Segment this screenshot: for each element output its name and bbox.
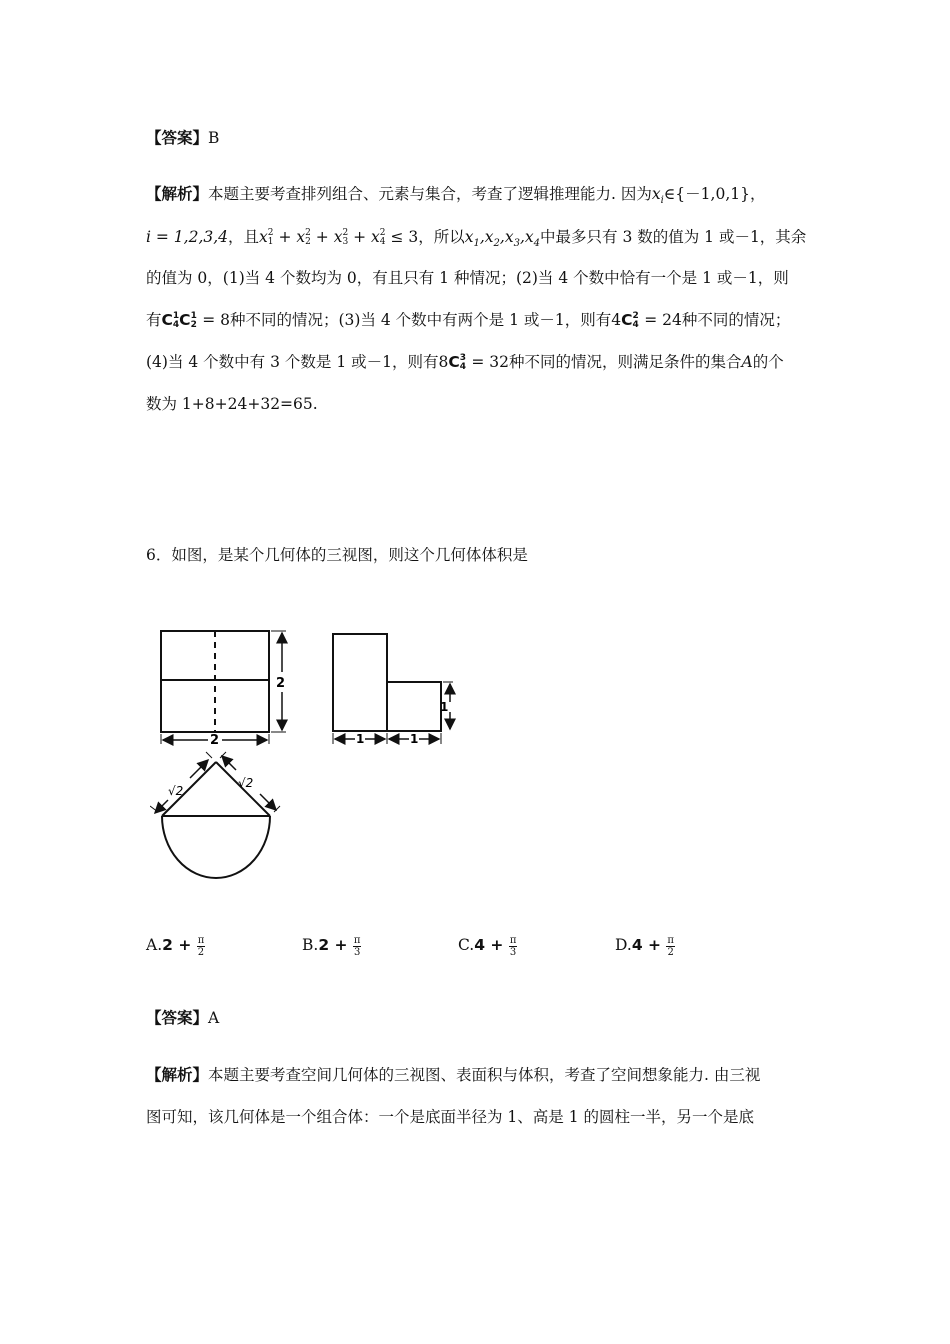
analysis-line-4: 有C 1 4 C 1 2 = 8种不同的情况；(3)当 4 个数中有两个是 1 或－1，则有4C 2 4 = 24种不同的情况；: [146, 310, 791, 330]
analysis-line-6: 数为 1+8+24+32=65.: [146, 395, 318, 413]
math-sum-squares: x 2 1 + x 2 2 + x 2 3 + x 2 4: [259, 228, 386, 247]
side-width-label-2: 1: [410, 732, 419, 746]
answer-value: A: [208, 1009, 220, 1027]
side-view: [333, 634, 453, 746]
math-combination-1: C 1 4 C 1 2: [161, 310, 197, 330]
choice-d[interactable]: D.4 + $\frac{\pi}{2}$: [615, 934, 674, 958]
analysis-line-5: (4)当 4 个数中有 3 个数是 1 或－1，则有8C 3 4 = 32种不同的情况，则满足条件的集合A的个: [146, 352, 784, 372]
top-label-left: √2: [168, 784, 184, 798]
analysis2-line-2: 图可知，该几何体是一个组合体：一个是底面半径为 1、高是 1 的圆柱一半，另一个是底: [146, 1108, 755, 1126]
front-width-label: 2: [210, 733, 220, 748]
top-view: [150, 752, 280, 878]
answer-line-2: [146, 1008, 219, 1028]
analysis-line-2: i = 1,2,3,4，且x 2 1 + x 2 2 + x 2 3 + x 2 4 ≤ 3，所以$x_1,x_2,x_3,x_4$中最多只有 3 数的值为 1 或－1，其余: [146, 228, 807, 250]
side-height-label: 1: [440, 700, 449, 714]
analysis-label: 【解析】: [146, 1065, 209, 1084]
question-6: 6．如图，是某个几何体的三视图，则这个几何体体积是: [146, 546, 528, 564]
analysis2-line-1: 【解析】本题主要考查空间几何体的三视图、表面积与体积，考查了空间想象能力. 由三视: [146, 1065, 761, 1084]
math-x-list: $x_1,x_2,x_3,x_4$: [464, 228, 541, 250]
answer-label: 【答案】: [146, 1008, 209, 1027]
answer-line-1: [146, 128, 219, 148]
top-label-right: √2: [238, 776, 254, 790]
choice-a[interactable]: A.2 + $\frac{\pi}{2}$: [146, 934, 205, 958]
math-combination-3: C 3 4: [448, 352, 466, 372]
front-height-label: 2: [276, 676, 286, 691]
answer-value: B: [208, 129, 220, 147]
choice-b[interactable]: B.2 + $\frac{\pi}{3}$: [302, 934, 361, 958]
analysis-line-3: 的值为 0，(1)当 4 个数均为 0，有且只有 1 种情况；(2)当 4 个数中恰有一个是 1 或－1，则: [146, 269, 789, 287]
three-view-figure: [150, 620, 470, 890]
math-combination-2: C 2 4: [621, 310, 639, 330]
side-width-label-1: 1: [356, 732, 365, 746]
math-xi: $x_i$: [651, 185, 664, 207]
front-view: [161, 631, 286, 748]
choice-c[interactable]: C.4 + $\frac{\pi}{3}$: [458, 934, 517, 958]
analysis-line-1: 【解析】本题主要考查排列组合、元素与集合，考查了逻辑推理能力. 因为$x_i\in\{-1,0,1\}$，: [146, 184, 766, 207]
analysis-label: 【解析】: [146, 184, 209, 203]
answer-label: 【答案】: [146, 128, 209, 147]
